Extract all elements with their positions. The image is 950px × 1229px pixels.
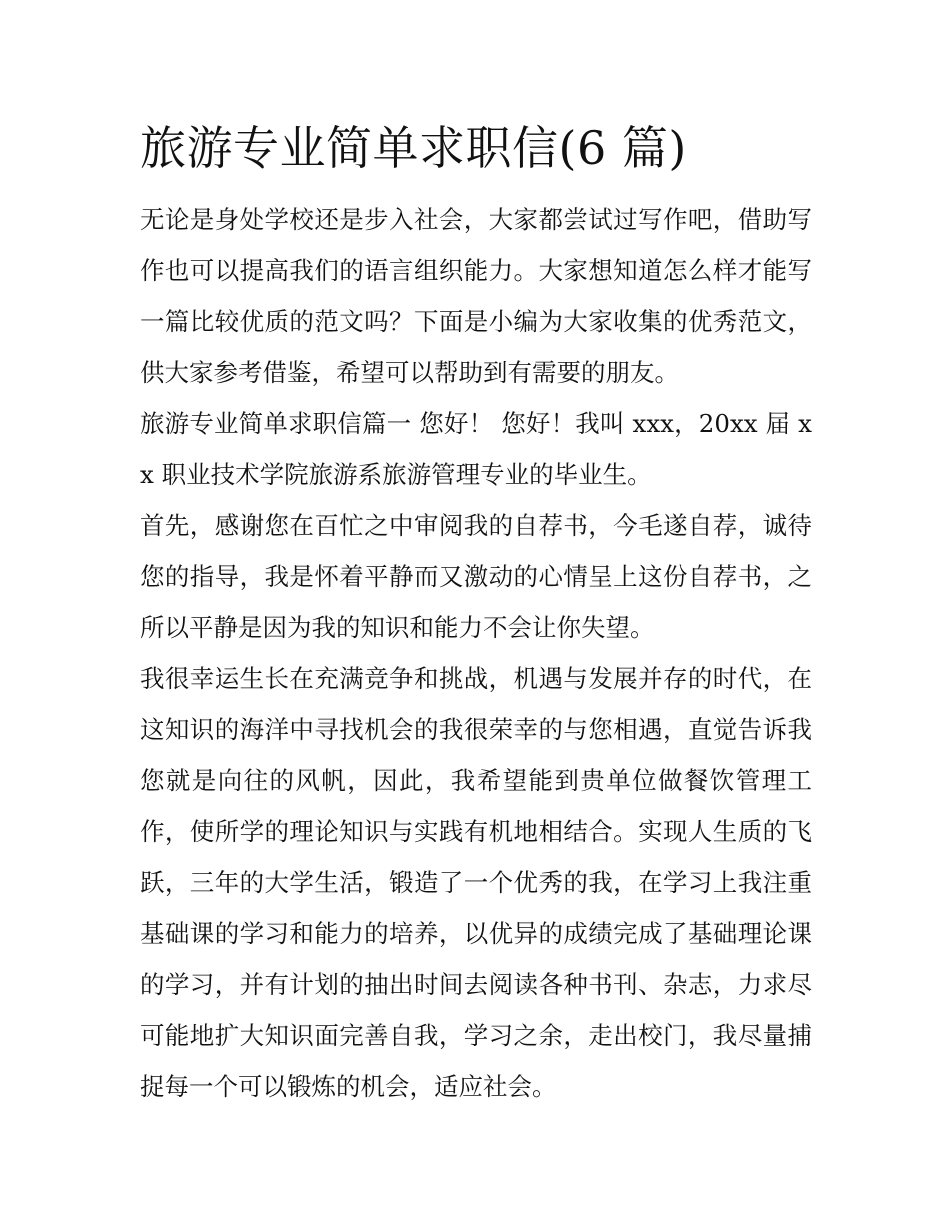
page-title: 旅游专业简单求职信(6 篇)	[140, 121, 687, 175]
document-body	[140, 118, 812, 1112]
paragraph-thanks: 首先，感谢您在百忙之中审阅我的自荐书，今毛遂自荐，诚待您的指导，我是怀着平静而又激动的心情呈上这份自荐书，之所以平静是因为我的知识和能力不会让你失望。	[140, 511, 812, 642]
paragraph-intro: 无论是身处学校还是步入社会，大家都尝试过写作吧，借助写作也可以提高我们的语言组织能力。大家想知道怎么样才能写一篇比较优质的范文吗？下面是小编为大家收集的优秀范文，供大家参考借鉴，希望可以帮助到有需要的朋友。	[140, 205, 812, 387]
paragraph-experience: 我很幸运生长在充满竞争和挑战，机遇与发展并存的时代，在这知识的海洋中寻找机会的我很荣幸的与您相遇，直觉告诉我您就是向往的风帆，因此，我希望能到贵单位做餐饮管理工作，使所学的理论知识与实践有机地相结合。实现人生质的飞跃，三年的大学生活，锻造了一个优秀的我，在学习上我注重基础课的学习和能力的培养，以优异的成绩完成了基础理论课的学习，并有计划的抽出时间去阅读各种书刊、杂志，力求尽可能地扩大知识面完善自我，学习之余，走出校门，我尽量捕捉每一个可以锻炼的机会，适应社会。	[140, 664, 812, 1101]
paragraph-greeting: 旅游专业简单求职信篇一 您好！ 您好！我叫 xxx，20xx 届 xx 职业技术学院旅游系旅游管理专业的毕业生。	[140, 409, 812, 489]
